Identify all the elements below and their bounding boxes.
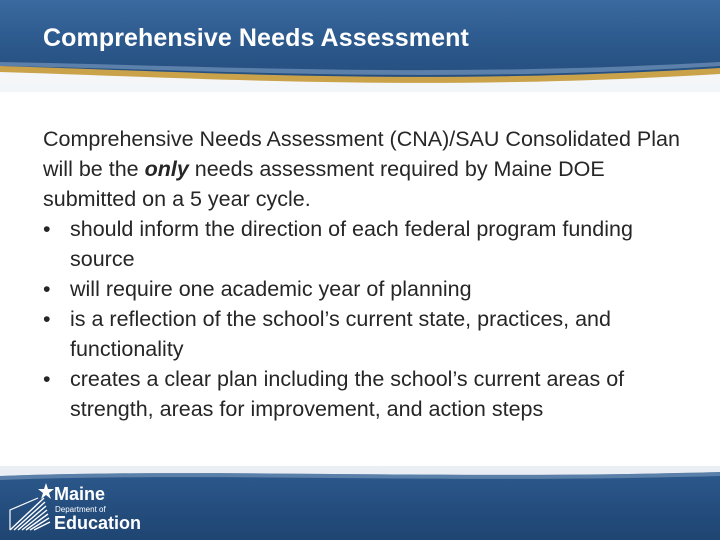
logo-text-maine: Maine — [54, 484, 106, 504]
slide-body — [43, 124, 693, 424]
bullet-text: creates a clear plan including the school’s current areas of strength, areas for improvement, and action steps — [70, 367, 625, 421]
intro-text-after: needs assessment required by Maine DOE submitted on a 5 year cycle. — [43, 157, 605, 211]
logo-text-department: Department of — [55, 505, 106, 514]
bullet-item — [43, 274, 693, 304]
state-star-emblem-icon — [8, 480, 54, 532]
slide-title: Comprehensive Needs Assessment — [43, 24, 469, 52]
bullet-glyph: • — [43, 217, 51, 241]
intro-emphasis: only — [144, 157, 189, 181]
slide-header — [0, 0, 720, 92]
bullet-item — [43, 304, 693, 364]
bullet-item — [43, 364, 693, 424]
bullet-glyph: • — [43, 367, 51, 391]
slide-footer — [0, 466, 720, 540]
bullet-glyph: • — [43, 307, 51, 331]
bullet-text: will require one academic year of planning — [70, 277, 472, 301]
bullet-glyph: • — [43, 277, 51, 301]
bullet-text: is a reflection of the school’s current state, practices, and functionality — [70, 307, 611, 361]
bullet-item — [43, 214, 693, 274]
logo-text-education: Education — [54, 513, 142, 533]
intro-paragraph — [43, 124, 693, 214]
maine-doe-logo — [8, 480, 148, 532]
bullet-list — [43, 214, 693, 424]
intro-text-before: Comprehensive Needs Assessment (CNA)/SAU Consolidated Plan will be the — [43, 127, 680, 181]
bullet-text: should inform the direction of each federal program funding source — [70, 217, 633, 271]
